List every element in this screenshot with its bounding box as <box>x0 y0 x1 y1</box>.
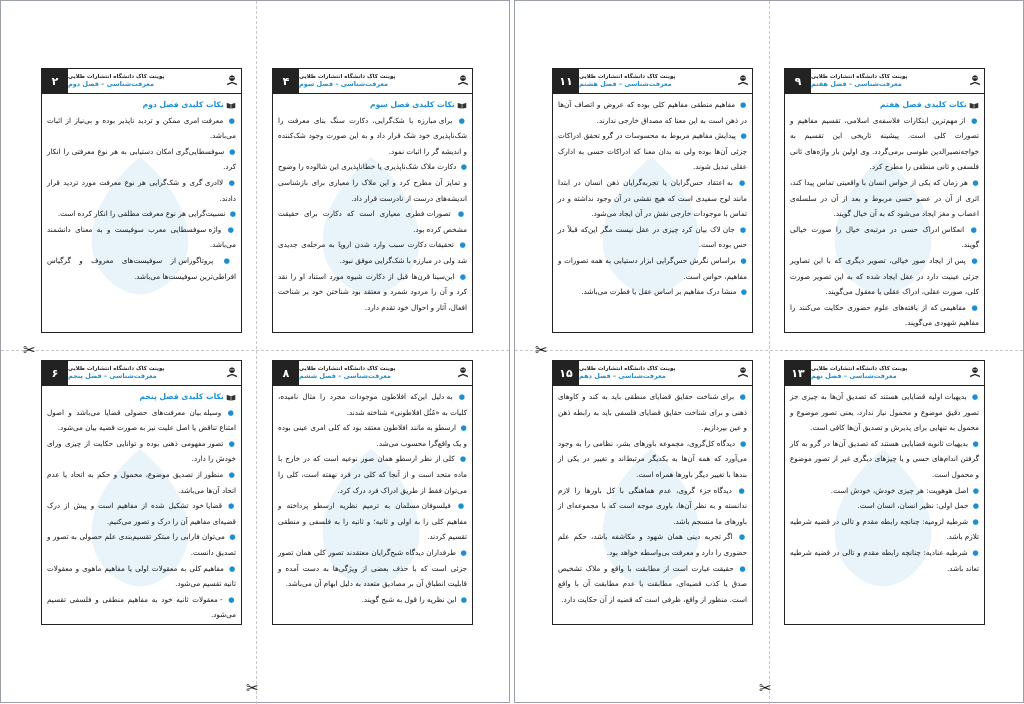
publisher-name: پوینت کاک دانشگاه انتشارات طلایی <box>299 366 396 372</box>
bullet-icon: ● <box>228 177 236 187</box>
key-point <box>558 128 747 175</box>
key-point <box>47 175 236 206</box>
key-point <box>790 222 979 253</box>
key-point-text: مفاهیمی که از یافته‌های علوم حضوری حکایت می‌کنند را مفاهیم شهودی می‌گویند. <box>790 302 979 328</box>
bullet-icon: ● <box>460 594 467 604</box>
key-point <box>278 269 467 316</box>
publisher-name: پوینت کاک دانشگاه انتشارات طلایی <box>299 74 396 80</box>
key-point <box>558 175 747 222</box>
key-point-text: برای شناخت حقایق قضایای منطقی باید به کند و کاوهای ذهنی و برای شناخت حقایق قضایای فلسفی باید به رابطه ذهن و عین بپردازیم. <box>558 392 747 433</box>
key-point-text: این نظریه را قول به شبح گویند. <box>361 594 457 604</box>
key-point <box>558 389 747 436</box>
key-point <box>558 436 747 483</box>
card-header <box>42 69 241 94</box>
card-number: ۹ <box>785 69 811 93</box>
key-point-text: انعکاس ادراک حسی در مرتبه‌ی خیال را صورت خیالی گویند. <box>790 224 979 250</box>
key-point <box>47 405 236 436</box>
key-point-text: هر زمان که یکی از حواس انسان با واقعیتی تماس پیدا کند، اثری از آن در عضو حسی مربوط و بعد از آن در سلسله‌ی اعصاب و مغز ایجاد می‌شود که به آن خیال گویند. <box>790 177 979 219</box>
key-point-text: قضایا خود تشکیل شده از مفاهیم است و پیش از درک قضیه‌ای مفاهیم آن را درک و تصور می‌کنیم. <box>47 501 236 526</box>
card-body <box>273 386 472 607</box>
bullet-icon: ● <box>457 501 468 511</box>
bullet-icon: ● <box>972 547 979 557</box>
bullet-icon: ● <box>972 485 979 495</box>
card-number: ۱۱ <box>553 69 579 93</box>
key-point-text: کلی از نظر ارسطو همان صور نوعیه است که در خارج با ماده متحد است و از آنجا که کلی در فرد نهفته است، کلی را می‌توان فقط از طریق ادراک فرد درک کرد. <box>278 454 467 495</box>
section-heading: نکات کلیدی فصل دوم <box>142 100 224 109</box>
book-icon <box>226 392 236 401</box>
card-body <box>553 386 752 607</box>
scissors-icon: ✂ <box>535 341 548 359</box>
key-point <box>47 592 236 623</box>
cut-guide-vertical <box>769 1 770 704</box>
chapter-title: معرفت‌شناسی – فصل نهم <box>811 372 897 380</box>
key-point-text: پیدایش مفاهیم مربوط به محسوسات در گرو تحقق ادراکات جزئی آن‌ها بوده ولی نه بدان معنا که ادراکات حسی به ادارک عقلی تبدیل شوند. <box>558 131 747 172</box>
bullet-icon: ● <box>971 255 979 265</box>
book-owl-icon <box>223 69 241 93</box>
card-number: ۱۵ <box>553 361 579 385</box>
bullet-icon: ● <box>972 501 979 511</box>
bullet-icon: ● <box>971 115 979 125</box>
bullet-icon: ● <box>229 146 236 156</box>
key-point <box>790 483 979 499</box>
key-point <box>47 253 236 284</box>
card-header <box>553 361 752 386</box>
key-point-text: دیدگاه کل‌گروی، مجموعه باورهای بشر، نظامی را به وجود می‌آورد که همه آن‌ها به یکدیگر مرتبط‌اند و تغییر در یکی از بندها با تغییر دیگر باورها همراه است. <box>558 438 747 479</box>
bullet-icon: ● <box>971 392 979 401</box>
key-point <box>558 222 747 253</box>
key-point <box>278 451 467 498</box>
scissors-icon: ✂ <box>23 341 36 359</box>
bullet-icon: ● <box>460 547 467 557</box>
publisher-name: پوینت کاک دانشگاه انتشارات طلایی <box>68 366 165 372</box>
bullet-icon: ● <box>228 469 237 479</box>
key-point-text: تصور مفهومی ذهنی بوده و توانایی حکایت از چیزی ورای خودش را دارد. <box>47 438 236 464</box>
card-header <box>553 69 752 94</box>
bullet-icon: ● <box>229 209 236 219</box>
book-icon <box>457 100 467 109</box>
card-header <box>785 361 984 386</box>
bullet-icon: ● <box>738 485 747 495</box>
key-point-text: حقیقت عبارت است از مطابقت با واقع و ملاک تشخیص صدق یا کذب قضیه‌ای، مطابقت یا عدم مطابقت آن با واقع است. منظور از واقع، ظرفی است که قضیه از آن حکایت دارد. <box>558 563 747 604</box>
bullet-icon: ● <box>738 532 748 542</box>
publisher-name: پوینت کاک دانشگاه انتشارات طلایی <box>811 74 908 80</box>
chapter-title: معرفت‌شناسی – فصل دهم <box>579 372 666 380</box>
key-point <box>278 420 467 451</box>
bullet-icon: ● <box>740 255 747 265</box>
key-point-text: برای مبارزه با شک‌گرایی، دکارت سنگ بنای معرفت را شک‌ناپذیری خود شک قرار داد و به این صورت وجود شک‌کننده و اندیشه گر را اثبات نمود. <box>278 115 467 156</box>
bullet-icon: ● <box>739 224 747 234</box>
key-point-text: دکارت ملاک شک‌ناپذیری یا خطاناپذیری این شالوده را وضوح و تمایز آن مطرح کرد و این ملاک را معیاری برای بازشناسی اندیشه‌های درست از نادرست قرار داد. <box>278 162 467 203</box>
key-point-text: اگر تجربه دینی همان شهود و مکاشفه باشد، حکم علم حضوری را دارد و معرفت بی‌واسطه خواهد بود. <box>558 532 747 557</box>
book-owl-icon <box>223 361 241 385</box>
cut-guide-vertical <box>256 1 257 704</box>
publisher-name: پوینت کاک دانشگاه انتشارات طلایی <box>579 366 676 372</box>
key-point <box>278 237 467 268</box>
key-point <box>790 514 979 545</box>
section-heading: نکات کلیدی فصل سوم <box>370 100 455 109</box>
chapter-title: معرفت‌شناسی – فصل پنجم <box>68 372 157 380</box>
chapter-title: معرفت‌شناسی – فصل دوم <box>68 80 154 88</box>
book-owl-icon <box>966 69 984 93</box>
bullet-icon: ● <box>227 224 236 234</box>
bullet-icon: ● <box>228 594 236 604</box>
book-owl-icon <box>734 69 752 93</box>
key-point-text: پروتاگوراس از سوفیست‌های معروف و گرگیاس افراطی‌ترین سوفیست‌ها می‌باشد. <box>47 255 236 281</box>
key-point <box>47 467 236 498</box>
key-point-text: بدیهیات ثانویه قضایایی هستند که تصدیق آن‌ها در گرو به کار گرفتن اندام‌های حسی و یا چیزهای دیگری غیر از تصور موضوع و محمول است. <box>790 438 979 479</box>
key-point-text: مفاهیم منطقی مفاهیم کلی بوده که عروض و اتصاف آن‌ها در ذهن است به این معنا که مصداق خارجی ندارند. <box>558 100 747 125</box>
flashcard <box>784 68 985 333</box>
section-heading: نکات کلیدی فصل پنجم <box>139 392 224 401</box>
bullet-icon: ● <box>972 177 979 187</box>
key-point-text: به اعتقاد حس‌گرایان یا تجربه‌گرایان ذهن انسان در ابتدا مانند لوح سفیدی است که هیچ نقشی در آن وجود نداشته و در تماس با موجودات خارجی نقش در آن ایجاد می‌شود. <box>558 177 747 219</box>
bullet-icon: ● <box>972 438 979 448</box>
card-body <box>553 94 752 300</box>
key-point-text: شرطیه عنادیه: چنانچه رابطه مقدم و تالی در قضیه شرطیه تعاند باشد. <box>790 547 979 573</box>
key-point <box>790 175 979 222</box>
key-point <box>558 561 747 608</box>
card-number: ۲ <box>42 69 68 93</box>
bullet-icon: ● <box>228 501 236 511</box>
bullet-icon: ● <box>739 563 747 573</box>
key-point <box>790 253 979 300</box>
key-point-text: دیدگاه جزء گروی، عدم هماهنگی با کل باورها را لازم ندانسته و به نظر آن‌ها، باوری موجه است که با مجموعه‌ای از باورهای ما منسجم باشد. <box>558 485 747 526</box>
cut-guide-horizontal <box>1 350 509 351</box>
key-point <box>558 483 747 530</box>
key-point <box>790 545 979 576</box>
key-point <box>47 561 236 592</box>
flashcard <box>272 68 473 333</box>
key-point <box>278 113 467 160</box>
bullet-icon: ● <box>458 392 467 401</box>
key-point <box>47 144 236 175</box>
book-icon <box>969 100 979 109</box>
key-point <box>47 498 236 529</box>
bullet-icon: ● <box>229 532 236 542</box>
bullet-icon: ● <box>459 271 467 281</box>
key-point-text: بدیهیات اولیه قضایایی هستند که تصدیق آن‌ها به چیزی جز تصور دقیق موضوع و محمول نیاز ندارد، یعنی تصور موضوع و محمول به تنهایی برای پذیرش و تصدیق آن‌ها کافی است. <box>790 392 979 433</box>
flashcard <box>784 360 985 625</box>
key-point-text: شرطیه لزومیه: چنانچه رابطه مقدم و تالی در قضیه شرطیه تلازم باشد. <box>790 516 979 542</box>
section-heading: نکات کلیدی فصل هفتم <box>880 100 967 109</box>
flashcard <box>41 68 242 333</box>
key-point-text: منظور از تصدیق موضوع، محمول و حکم به اتحاد یا عدم اتحاد آن‌ها می‌باشد. <box>47 469 236 495</box>
book-owl-icon <box>966 361 984 385</box>
publisher-name: پوینت کاک دانشگاه انتشارات طلایی <box>579 74 676 80</box>
key-point <box>558 253 747 284</box>
bullet-icon: ● <box>228 115 236 125</box>
card-number: ۱۳ <box>785 361 811 385</box>
bullet-icon: ● <box>970 224 979 234</box>
flashcard <box>552 360 753 625</box>
card-number: ۴ <box>273 69 299 93</box>
card-number: ۶ <box>42 361 68 385</box>
key-point-text: نسبیت‌گرایی هر نوع معرفت مطلقی را انکار کرده است. <box>57 209 226 219</box>
book-icon <box>226 100 236 109</box>
card-body <box>42 94 241 284</box>
card-body <box>785 386 984 576</box>
key-point <box>47 206 236 222</box>
bullet-icon: ● <box>223 255 236 265</box>
key-point <box>790 300 979 331</box>
key-point <box>278 389 467 420</box>
key-point <box>278 206 467 237</box>
bullet-icon: ● <box>971 302 979 312</box>
key-point-text: پس از ایجاد صور خیالی، تصویر دیگری که با این تصاویر جزئی عینیت دارد در عقل ایجاد شده که به این تصویر صورت کلی، صورت عقلی، ادراک عقلی یا معقول می‌گویند. <box>790 255 979 297</box>
card-body <box>785 94 984 331</box>
key-point-text: - معقولات ثانیه خود به مفاهیم منطقی و فلسفی تقسیم می‌شود. <box>47 594 236 620</box>
key-point <box>278 592 467 608</box>
bullet-icon: ● <box>972 516 979 526</box>
key-point-text: تحقیقات دکارت سبب وارد شدن اروپا به مرحله‌ی جدیدی شد ولی در مبارزه با شک‌گرایی موفق نبود. <box>278 240 467 265</box>
card-header <box>273 69 472 94</box>
flashcard <box>41 360 242 625</box>
card-header <box>42 361 241 386</box>
key-point-text: منشا درک مفاهیم بر اساس عقل یا فطرت می‌باشد. <box>581 287 737 297</box>
key-point-text: ابن‌سینا قرن‌ها قبل از دکارت شیوه مورد استناد او را نقد کرد و آن را مردود شمرد و معتقد بود شناختن خود بر شناخت افعال، آثار و احوال خود تقدم دارد. <box>278 271 467 312</box>
key-point-text: طرفداران دیدگاه شبح‌گرایان معتقدند تصور کلی همان تصور جزئی است که با حذف بعضی از ویژگی‌ها به دست آمده و قابلیت انطباق آن بر مصادیق متعدد به دلیل ابهام آن می‌باشد. <box>278 547 467 589</box>
chapter-title: معرفت‌شناسی – فصل سوم <box>299 80 389 88</box>
key-point-text: از مهم‌ترین ابتکارات فلاسفه‌ی اسلامی، تقسیم مفاهیم و تصورات کلی است. پیشینه تاریخی این تقسیم به خواجه‌نصیرالدین طوسی برمی‌گردد. وی اولین بار واژه‌های ثانی فلسفی و ثانی منطقی را مطرح کرد. <box>790 115 979 172</box>
card-body <box>42 386 241 623</box>
key-point <box>47 529 236 560</box>
bullet-icon: ● <box>460 162 467 172</box>
key-point <box>558 284 747 300</box>
key-point-text: مفاهیم کلی به معقولات اولی یا مفاهیم ماهوی و معقولات ثانیه تقسیم می‌شود. <box>47 563 236 589</box>
chapter-title: معرفت‌شناسی – فصل ششم <box>299 372 391 380</box>
key-point <box>278 498 467 545</box>
key-point-text: براساس نگرش حس‌گرایی ابزار دستیابی به همه تصورات و مفاهیم، حواس است. <box>558 255 747 281</box>
bullet-icon: ● <box>740 287 747 297</box>
key-point-text: معرفت امری ممکن و تردید ناپذیر بوده و بی‌نیاز از اثبات می‌باشد. <box>47 115 236 141</box>
key-point <box>790 436 979 483</box>
key-point-text: ارسطو به مانند افلاطون معتقد بود که کلی امری عینی بوده و یک واقع‌گرا محسوب می‌شد. <box>278 423 467 448</box>
bullet-icon: ● <box>740 438 747 448</box>
key-point <box>790 389 979 436</box>
key-point <box>558 97 747 128</box>
flashcard <box>552 68 753 333</box>
bullet-icon: ● <box>739 392 747 401</box>
card-header <box>273 361 472 386</box>
key-point-text: جان لاک بیان کرد چیزی در عقل نیست مگر این‌که قبلاً در حس بوده است. <box>558 224 747 250</box>
key-point-text: سوفسطایی‌گری امکان دستیابی به هر نوع معرفتی را انکار کرد. <box>47 146 236 172</box>
key-point-text: فیلسوفان مسلمان به ترمیم نظریه ارسطو پرداخته و مفاهیم کلی را به اولی و ثانیه؛ و ثانیه را به فلسفی و منطقی تقسیم کردند. <box>278 501 467 542</box>
bullet-icon: ● <box>459 454 467 464</box>
key-point <box>790 113 979 175</box>
card-header <box>785 69 984 94</box>
chapter-title: معرفت‌شناسی – فصل هشتم <box>579 80 672 88</box>
bullet-icon: ● <box>228 563 236 573</box>
bullet-icon: ● <box>457 209 467 219</box>
key-point-text: به دلیل این‌که افلاطون موجودات مجرد را مثال نامیده، کلیات به «مُثُل افلاطونی» شناخته شدند. <box>278 392 467 417</box>
book-owl-icon <box>454 69 472 93</box>
key-point <box>558 529 747 560</box>
key-point-text: حمل اولی: نظیر انسان، انسان است. <box>857 501 969 511</box>
key-point <box>47 113 236 144</box>
book-owl-icon <box>734 361 752 385</box>
key-point-text: لاادری گری و شک‌گرایی هر نوع معرفت مورد تردید قرار دادند. <box>47 177 236 203</box>
key-point <box>47 222 236 253</box>
card-body <box>273 94 472 315</box>
key-point-text: وسیله بیان معرفت‌های حصولی قضایا می‌باشد و اصول امتناع تناقض یا اصل علیت نیز به صورت قضیه بیان می‌شود. <box>47 407 236 433</box>
scissors-icon: ✂ <box>759 679 772 697</box>
publisher-name: پوینت کاک دانشگاه انتشارات طلایی <box>811 366 908 372</box>
bullet-icon: ● <box>458 115 467 125</box>
key-point-text: اصل هوهویت: هر چیزی خودش، خودش است. <box>830 485 969 495</box>
bullet-icon: ● <box>460 423 467 433</box>
key-point-text: واژه سوفسطایی معرب سوفیست و به معنای دانشمند می‌باشد. <box>47 224 236 250</box>
key-point <box>278 159 467 206</box>
bullet-icon: ● <box>228 438 236 448</box>
book-owl-icon <box>454 361 472 385</box>
bullet-icon: ● <box>738 177 747 187</box>
chapter-title: معرفت‌شناسی – فصل هفتم <box>811 80 902 88</box>
flashcard <box>272 360 473 625</box>
cut-guide-horizontal <box>515 350 1023 351</box>
bullet-icon: ● <box>227 407 236 417</box>
key-point <box>790 498 979 514</box>
key-point-text: تصورات فطری معیاری است که دکارت برای حقیقت مشخص کرده بود. <box>278 209 467 234</box>
key-point-text: می‌توان فارابی را مبتکر تقسیم‌بندی علم حصولی به تصور و تصدیق دانست. <box>47 532 236 557</box>
scissors-icon: ✂ <box>246 679 259 697</box>
publisher-name: پوینت کاک دانشگاه انتشارات طلایی <box>68 74 165 80</box>
card-number: ۸ <box>273 361 299 385</box>
key-point <box>278 545 467 592</box>
bullet-icon: ● <box>740 131 747 141</box>
key-point <box>47 436 236 467</box>
bullet-icon: ● <box>459 240 467 250</box>
bullet-icon: ● <box>740 100 747 109</box>
